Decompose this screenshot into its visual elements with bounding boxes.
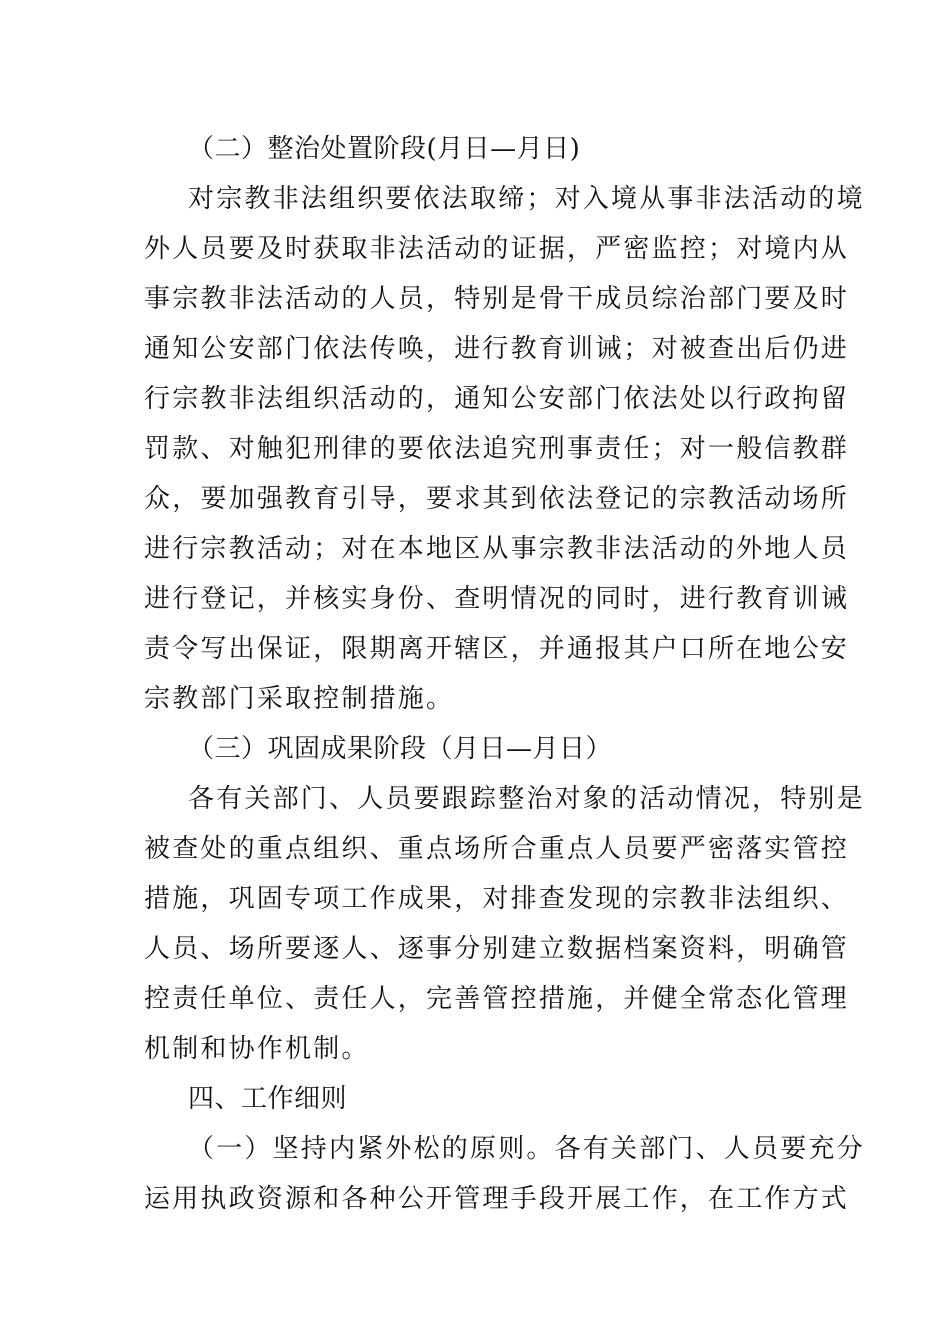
section-heading-work-rules: 四、工作细则 <box>188 1084 348 1114</box>
paragraph-line: 罚款、对触犯刑律的要依法追究刑事责任；对一般信教群 <box>144 434 850 464</box>
paragraph-line: 责令写出保证，限期离开辖区，并通报其户口所在地公安 <box>144 634 850 664</box>
paragraph-line: 机制和协作机制。 <box>144 1034 370 1064</box>
paragraph-line: 对宗教非法组织要依法取缔；对入境从事非法活动的境 <box>188 184 865 214</box>
paragraph-line: 行宗教非法组织活动的，通知公安部门依法处以行政拘留 <box>144 384 850 414</box>
paragraph-line: 各有关部门、人员要跟踪整治对象的活动情况，特别是 <box>188 784 865 814</box>
paragraph-line: （一）坚持内紧外松的原则。各有关部门、人员要充分 <box>188 1134 865 1164</box>
paragraph-line: 控责任单位、责任人，完善管控措施，并健全常态化管理 <box>144 984 850 1014</box>
paragraph-line: 进行宗教活动；对在本地区从事宗教非法活动的外地人员 <box>144 534 850 564</box>
paragraph-line: 事宗教非法活动的人员，特别是骨干成员综治部门要及时 <box>144 284 850 314</box>
section-heading-phase-3: （三）巩固成果阶段（月日—月日） <box>188 734 613 764</box>
paragraph-line: 人员、场所要逐人、逐事分别建立数据档案资料，明确管 <box>144 934 850 964</box>
paragraph-line: 外人员要及时获取非法活动的证据，严密监控；对境内从 <box>144 234 850 264</box>
paragraph-line: 进行登记，并核实身份、查明情况的同时，进行教育训诫 <box>144 584 850 614</box>
paragraph-line: 通知公安部门依法传唤，进行教育训诫；对被查出后仍进 <box>144 334 850 364</box>
paragraph-line: 被查处的重点组织、重点场所合重点人员要严密落实管控 <box>144 834 850 864</box>
paragraph-line: 宗教部门采取控制措施。 <box>144 684 455 714</box>
paragraph-line: 措施，巩固专项工作成果，对排查发现的宗教非法组织、 <box>144 884 850 914</box>
paragraph-line: 众，要加强教育引导，要求其到依法登记的宗教活动场所 <box>144 484 850 514</box>
section-heading-phase-2: （二）整治处置阶段(月日—月日) <box>188 134 581 164</box>
paragraph-line: 运用执政资源和各种公开管理手段开展工作，在工作方式 <box>144 1184 850 1214</box>
